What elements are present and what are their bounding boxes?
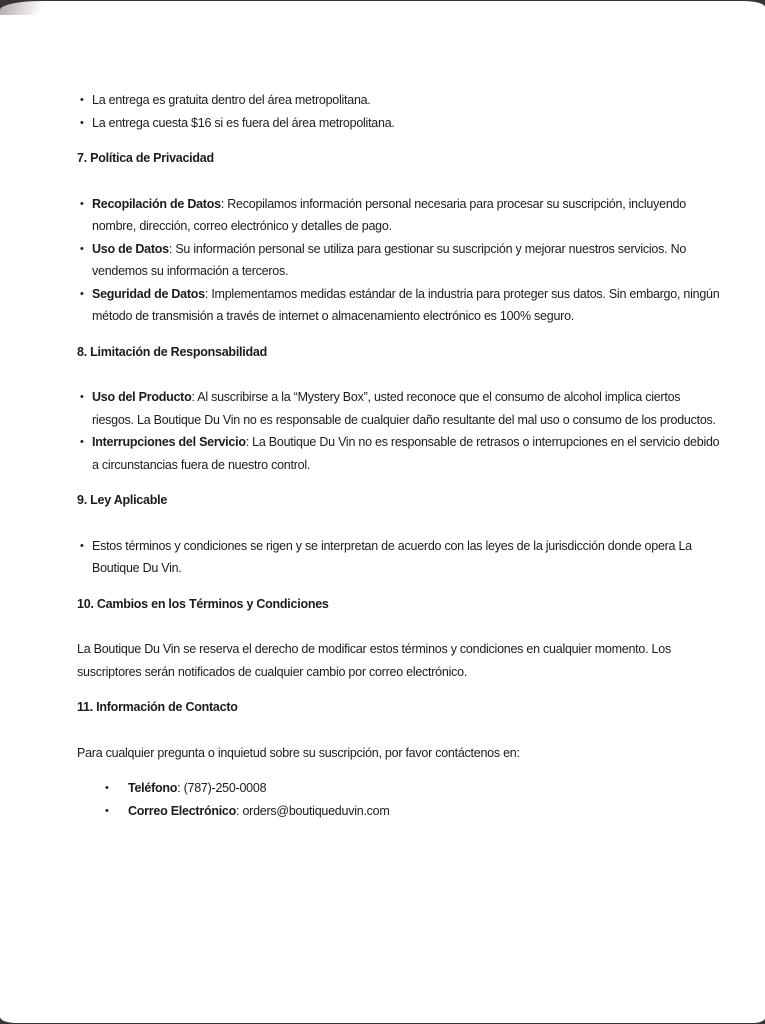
bullet-text: : orders@boutiqueduvin.com	[236, 803, 390, 818]
page-curl-shadow	[0, 1, 64, 15]
bullet-icon: •	[80, 287, 84, 300]
bullet-item	[77, 431, 720, 476]
bullet-list	[77, 386, 720, 476]
bullet-list	[77, 777, 720, 822]
bullet-label: Uso del Producto	[92, 390, 192, 404]
bullet-text: : Al suscribirse a la “Mystery Box”, usted reconoce que el consumo de alcohol implica ciertos riesgos. La Boutique Du Vin no es responsable de cualquier daño resultante del mal uso o consumo de los productos.	[92, 390, 716, 427]
bullet-icon: •	[80, 197, 84, 210]
paragraph: La Boutique Du Vin se reserva el derecho de modificar estos términos y condiciones en cualquier momento. Los suscriptores serán notificados de cualquier cambio por correo electrónico.	[77, 642, 671, 679]
bullet-item	[77, 800, 720, 823]
bullet-list	[77, 89, 720, 134]
bullet-text: La entrega cuesta $16 si es fuera del área metropolitana.	[92, 115, 395, 130]
bullet-label: Recopilación de Datos	[92, 196, 221, 211]
bullet-label: Seguridad de Datos	[92, 286, 205, 301]
bullet-text: : Recopilamos información personal necesaria para procesar su suscripción, incluyendo nombre, dirección, correo electrónico y detalles de pago.	[92, 196, 686, 233]
section-heading: 10. Cambios en los Términos y Condiciones	[77, 596, 329, 611]
bullet-item	[77, 386, 720, 431]
bullet-icon: •	[105, 804, 109, 817]
bullet-item	[77, 283, 720, 328]
bullet-item	[77, 535, 720, 580]
bullet-label: Uso de Datos	[92, 241, 169, 256]
bullet-item	[77, 112, 720, 135]
bullet-label: Teléfono	[128, 781, 178, 795]
bullet-icon: •	[105, 782, 109, 794]
bullet-label: Interrupciones del Servicio	[92, 435, 246, 449]
bullet-text: : Implementamos medidas estándar de la industria para proteger sus datos. Sin embargo, ningún método de transmisión a través de internet o almacenamiento electrónico es 100% seguro.	[92, 286, 720, 323]
bullet-icon: •	[80, 391, 84, 403]
bullet-list	[77, 535, 720, 580]
bullet-item	[77, 193, 720, 238]
bullet-icon: •	[80, 116, 84, 129]
bullet-icon: •	[80, 436, 84, 448]
bullet-text: : La Boutique Du Vin no es responsable de retrasos o interrupciones en el servicio debido a circunstancias fuera de nuestro control.	[92, 435, 720, 472]
bullet-list	[77, 193, 720, 328]
bullet-text: Estos términos y condiciones se rigen y se interpretan de acuerdo con las leyes de la jurisdicción donde opera La Boutique Du Vin.	[92, 538, 692, 575]
bullet-icon: •	[80, 242, 84, 255]
bullet-text: La entrega es gratuita dentro del área metropolitana.	[92, 93, 371, 107]
bullet-item	[77, 238, 720, 283]
bullet-icon: •	[80, 539, 84, 552]
document-body	[77, 89, 720, 835]
bullet-item	[77, 89, 720, 112]
section-heading: 9. Ley Aplicable	[77, 493, 168, 507]
section-heading: 11. Información de Contacto	[77, 700, 238, 714]
bullet-label: Correo Electrónico	[128, 803, 237, 818]
bullet-icon: •	[80, 94, 84, 106]
document-page	[0, 1, 765, 1023]
paragraph: Para cualquier pregunta o inquietud sobre su suscripción, por favor contáctenos en:	[77, 745, 520, 760]
section-heading: 7. Política de Privacidad	[77, 151, 214, 165]
bullet-text: : Su información personal se utiliza para gestionar su suscripción y mejorar nuestros servicios. No vendemos su información a terceros.	[92, 241, 687, 278]
bullet-text: : (787)-250-0008	[177, 781, 267, 795]
bullet-item	[77, 777, 720, 800]
section-heading: 8. Limitación de Responsabilidad	[77, 344, 267, 359]
